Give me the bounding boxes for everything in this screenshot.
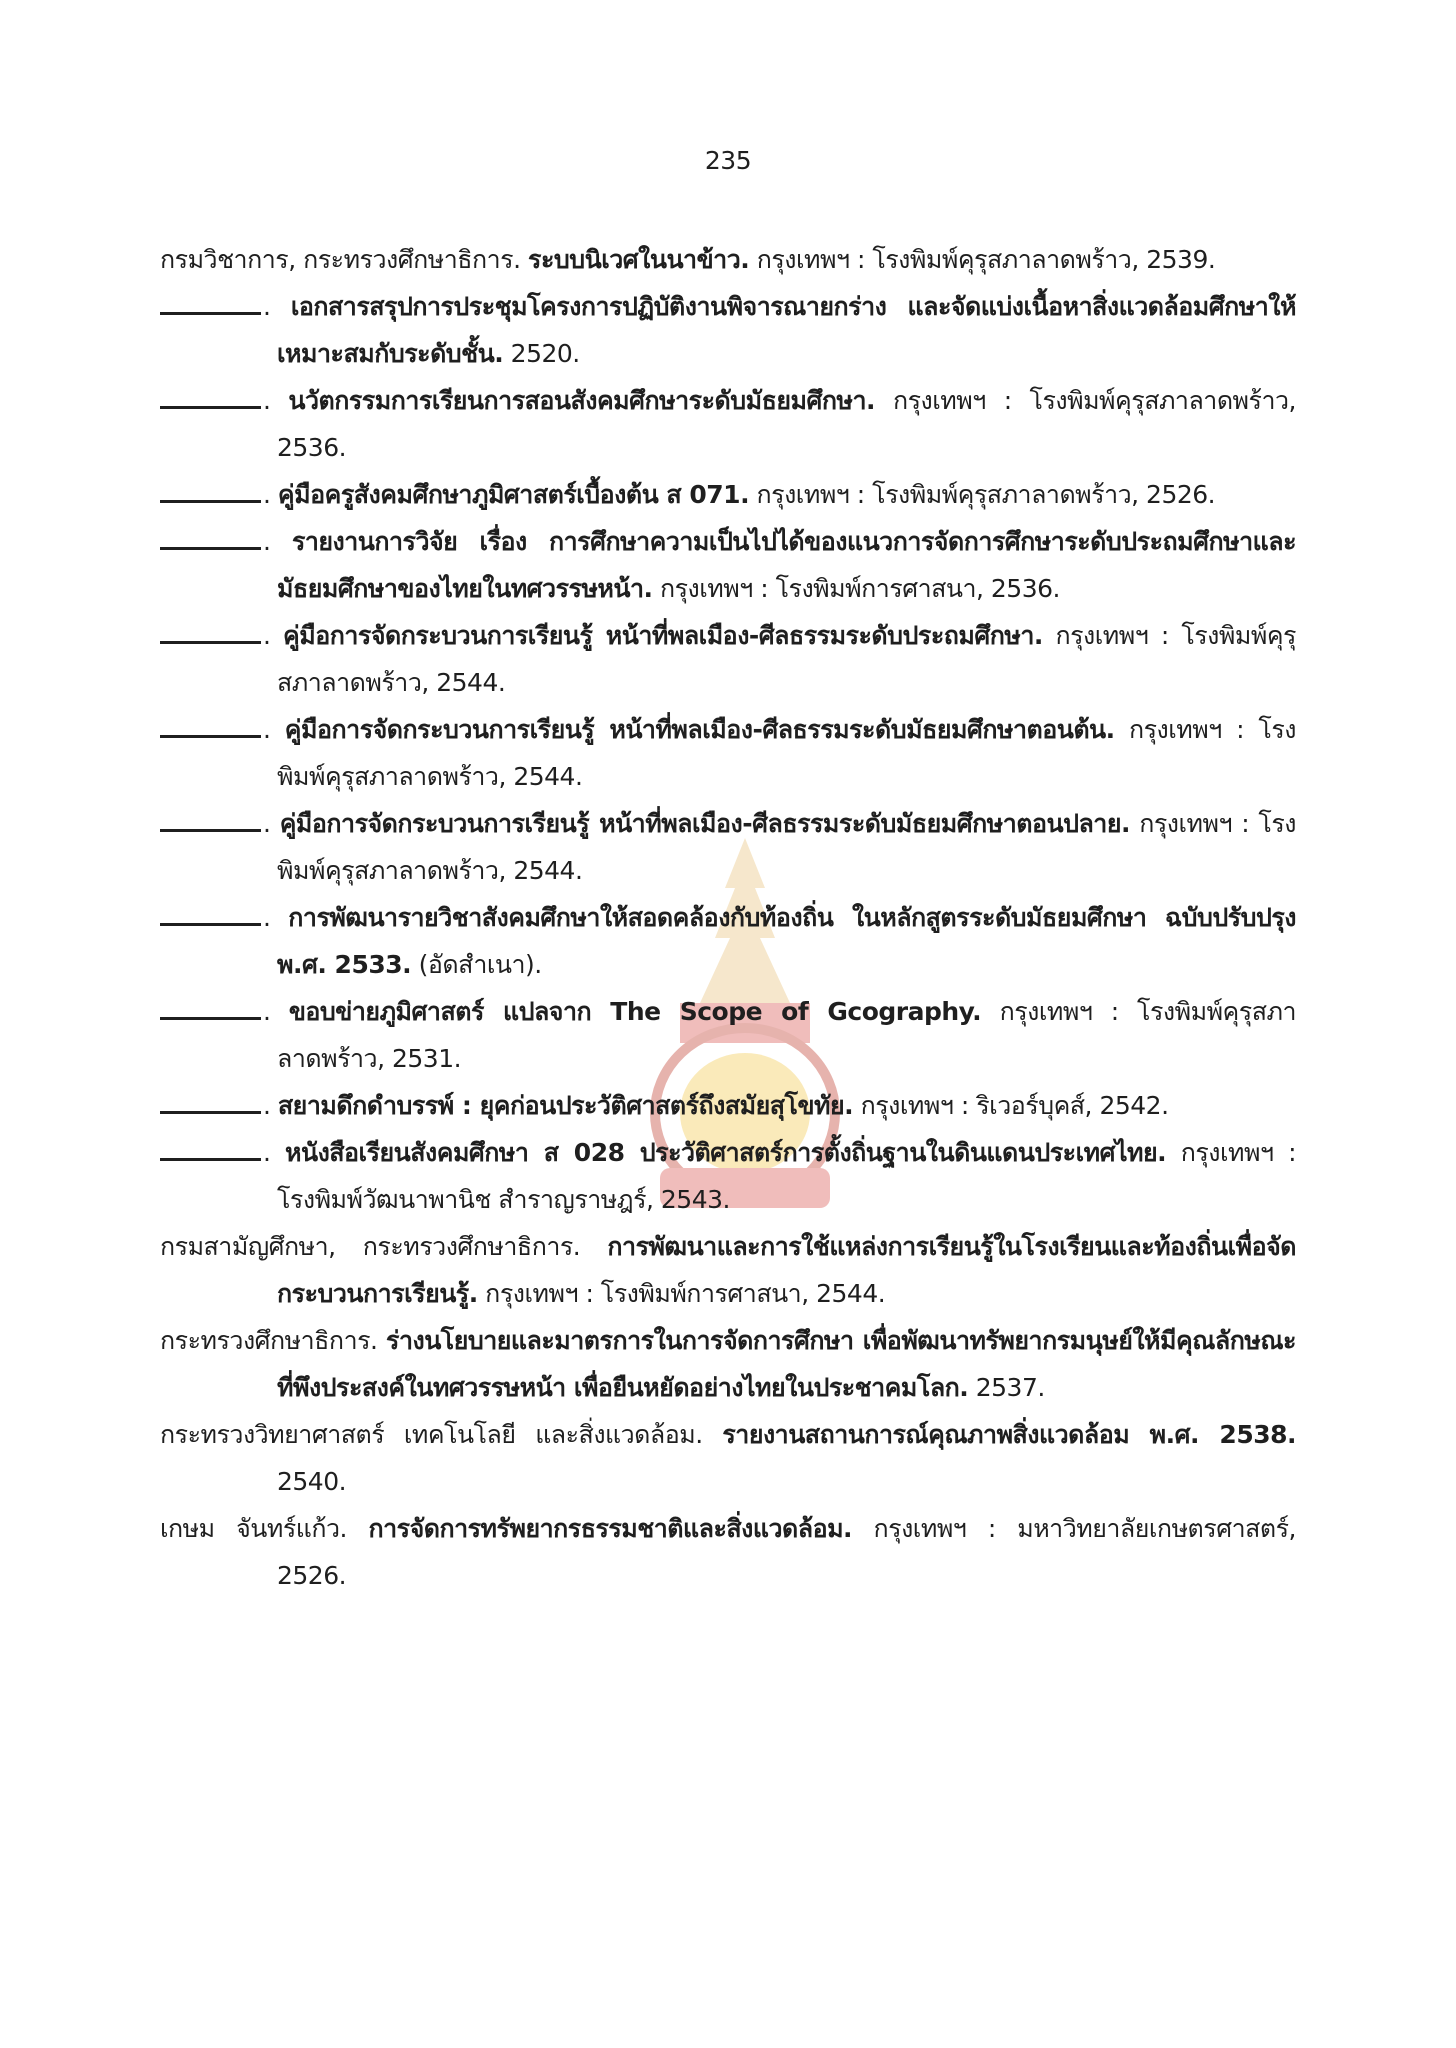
reference-list bbox=[160, 236, 1296, 1599]
repeat-author-rule bbox=[160, 312, 261, 315]
reference-author: เกษม จันทร์แก้ว. bbox=[160, 1514, 369, 1543]
reference-publication: กรุงเทพฯ : โรงพิมพ์คุรุสภาลาดพร้าว, 2531. bbox=[277, 997, 1296, 1073]
reference-title: ร่างนโยบายและมาตรการในการจัดการศึกษา เพื่อพัฒนาทรัพยากรมนุษย์ให้มีคุณลักษณะที่พึงประสงค์ในทศวรรษหน้า เพื่อยืนหยัดอย่างไทยในประชาคมโลก. bbox=[277, 1326, 1296, 1402]
reference-entry bbox=[160, 1411, 1296, 1505]
reference-author: . bbox=[263, 386, 289, 415]
reference-author: . bbox=[263, 715, 285, 744]
reference-publication: (อัดสำเนา). bbox=[411, 950, 542, 979]
page-number: 235 bbox=[704, 146, 752, 175]
reference-author: กระทรวงศึกษาธิการ. bbox=[160, 1326, 387, 1355]
reference-publication: กรุงเทพฯ : มหาวิทยาลัยเกษตรศาสตร์, 2526. bbox=[277, 1514, 1296, 1590]
repeat-author-rule bbox=[160, 923, 261, 926]
reference-title: ขอบข่ายภูมิศาสตร์ แปลจาก The Scope of Gcography. bbox=[288, 997, 982, 1026]
repeat-author-rule bbox=[160, 1111, 261, 1114]
reference-title: สยามดึกดำบรรพ์ : ยุคก่อนประวัติศาสตร์ถึงสมัยสุโขทัย. bbox=[277, 1091, 854, 1120]
reference-publication: 2537. bbox=[968, 1373, 1045, 1402]
repeat-author-rule bbox=[160, 829, 261, 832]
reference-entry bbox=[160, 1317, 1296, 1411]
reference-title: คู่มือการจัดกระบวนการเรียนรู้ หน้าที่พลเมือง-ศีลธรรมระดับมัธยมศึกษาตอนต้น. bbox=[284, 715, 1115, 744]
reference-publication: กรุงเทพฯ : โรงพิมพ์คุรุสภาลาดพร้าว, 2539. bbox=[749, 245, 1216, 274]
reference-publication: 2540. bbox=[277, 1467, 347, 1496]
repeat-author-rule bbox=[160, 547, 261, 550]
reference-entry bbox=[160, 612, 1296, 706]
reference-publication: กรุงเทพฯ : โรงพิมพ์คุรุสภาลาดพร้าว, 2536. bbox=[277, 386, 1296, 462]
reference-entry bbox=[160, 894, 1296, 988]
reference-title: การพัฒนาและการใช้แหล่งการเรียนรู้ในโรงเรียนและท้องถิ่นเพื่อจัดกระบวนการเรียนรู้. bbox=[277, 1232, 1296, 1308]
reference-title: ระบบนิเวศในนาข้าว. bbox=[528, 245, 750, 274]
reference-author: กรมสามัญศึกษา, กระทรวงศึกษาธิการ. bbox=[160, 1232, 608, 1261]
repeat-author-rule bbox=[160, 1158, 261, 1161]
reference-entry bbox=[160, 800, 1296, 894]
reference-author: . bbox=[263, 997, 289, 1026]
repeat-author-rule bbox=[160, 1017, 261, 1020]
reference-entry bbox=[160, 283, 1296, 377]
reference-publication: กรุงเทพฯ : โรงพิมพ์คุรุสภาลาดพร้าว, 2544. bbox=[277, 621, 1296, 697]
reference-publication: กรุงเทพฯ : โรงพิมพ์คุรุสภาลาดพร้าว, 2526. bbox=[749, 480, 1216, 509]
reference-entry bbox=[160, 518, 1296, 612]
reference-publication: กรุงเทพฯ : โรงพิมพ์วัฒนาพานิช สำราญราษฎร์, 2543. bbox=[277, 1138, 1296, 1214]
repeat-author-rule bbox=[160, 735, 261, 738]
reference-author: . bbox=[263, 809, 280, 838]
reference-author: . bbox=[263, 527, 292, 556]
reference-entry bbox=[160, 988, 1296, 1082]
reference-publication: 2520. bbox=[503, 339, 580, 368]
reference-entry bbox=[160, 236, 1296, 283]
reference-entry bbox=[160, 471, 1296, 518]
reference-entry bbox=[160, 1082, 1296, 1129]
reference-title: เอกสารสรุปการประชุมโครงการปฏิบัติงานพิจารณายกร่าง และจัดแบ่งเนื้อหาสิ่งแวดล้อมศึกษาให้เหมาะสมกับระดับชั้น. bbox=[277, 292, 1296, 368]
reference-publication: กรุงเทพฯ : โรงพิมพ์การศาสนา, 2544. bbox=[477, 1279, 886, 1308]
reference-title: นวัตกรรมการเรียนการสอนสังคมศึกษาระดับมัธยมศึกษา. bbox=[288, 386, 876, 415]
reference-title: การพัฒนารายวิชาสังคมศึกษาให้สอดคล้องกับท้องถิ่น ในหลักสูตรระดับมัธยมศึกษา ฉบับปรับปรุง พ.ศ. 2533. bbox=[277, 903, 1296, 979]
reference-publication: กรุงเทพฯ : โรงพิมพ์คุรุสภาลาดพร้าว, 2544. bbox=[277, 809, 1296, 885]
reference-entry bbox=[160, 1223, 1296, 1317]
reference-entry bbox=[160, 1505, 1296, 1599]
repeat-author-rule bbox=[160, 406, 261, 409]
reference-author: กระทรวงวิทยาศาสตร์ เทคโนโลยี และสิ่งแวดล้อม. bbox=[160, 1420, 723, 1449]
reference-author: . bbox=[263, 1138, 285, 1167]
reference-title: คู่มือการจัดกระบวนการเรียนรู้ หน้าที่พลเมือง-ศีลธรรมระดับมัธยมศึกษาตอนปลาย. bbox=[279, 809, 1130, 838]
reference-title: การจัดการทรัพยากรธรรมชาติและสิ่งแวดล้อม. bbox=[368, 1514, 853, 1543]
reference-entry bbox=[160, 1129, 1296, 1223]
repeat-author-rule bbox=[160, 641, 261, 644]
reference-author: . bbox=[263, 903, 289, 932]
reference-entry bbox=[160, 706, 1296, 800]
reference-title: คู่มือครูสังคมศึกษาภูมิศาสตร์เบื้องต้น ส 071. bbox=[277, 480, 750, 509]
reference-title: รายงานการวิจัย เรื่อง การศึกษาความเป็นไปได้ของแนวการจัดการศึกษาระดับประถมศึกษาและมัธยมศึกษาของไทยในทศวรรษหน้า. bbox=[277, 527, 1296, 603]
reference-entry bbox=[160, 377, 1296, 471]
repeat-author-rule bbox=[160, 500, 261, 503]
reference-author: . bbox=[263, 480, 278, 509]
reference-publication: กรุงเทพฯ : โรงพิมพ์คุรุสภาลาดพร้าว, 2544. bbox=[277, 715, 1296, 791]
reference-title: คู่มือการจัดกระบวนการเรียนรู้ หน้าที่พลเมือง-ศีลธรรมระดับประถมศึกษา. bbox=[283, 621, 1043, 650]
reference-title: รายงานสถานการณ์คุณภาพสิ่งแวดล้อม พ.ศ. 2538. bbox=[722, 1420, 1296, 1449]
reference-author: . bbox=[263, 1091, 278, 1120]
reference-author: . bbox=[263, 621, 284, 650]
reference-publication: กรุงเทพฯ : ริเวอร์บุคส์, 2542. bbox=[853, 1091, 1169, 1120]
reference-title: หนังสือเรียนสังคมศึกษา ส 028 ประวัติศาสตร์การตั้งถิ่นฐานในดินแดนประเทศไทย. bbox=[285, 1138, 1167, 1167]
reference-author: . bbox=[263, 292, 291, 321]
reference-author: กรมวิชาการ, กระทรวงศึกษาธิการ. bbox=[160, 245, 529, 274]
reference-publication: กรุงเทพฯ : โรงพิมพ์การศาสนา, 2536. bbox=[652, 574, 1060, 603]
